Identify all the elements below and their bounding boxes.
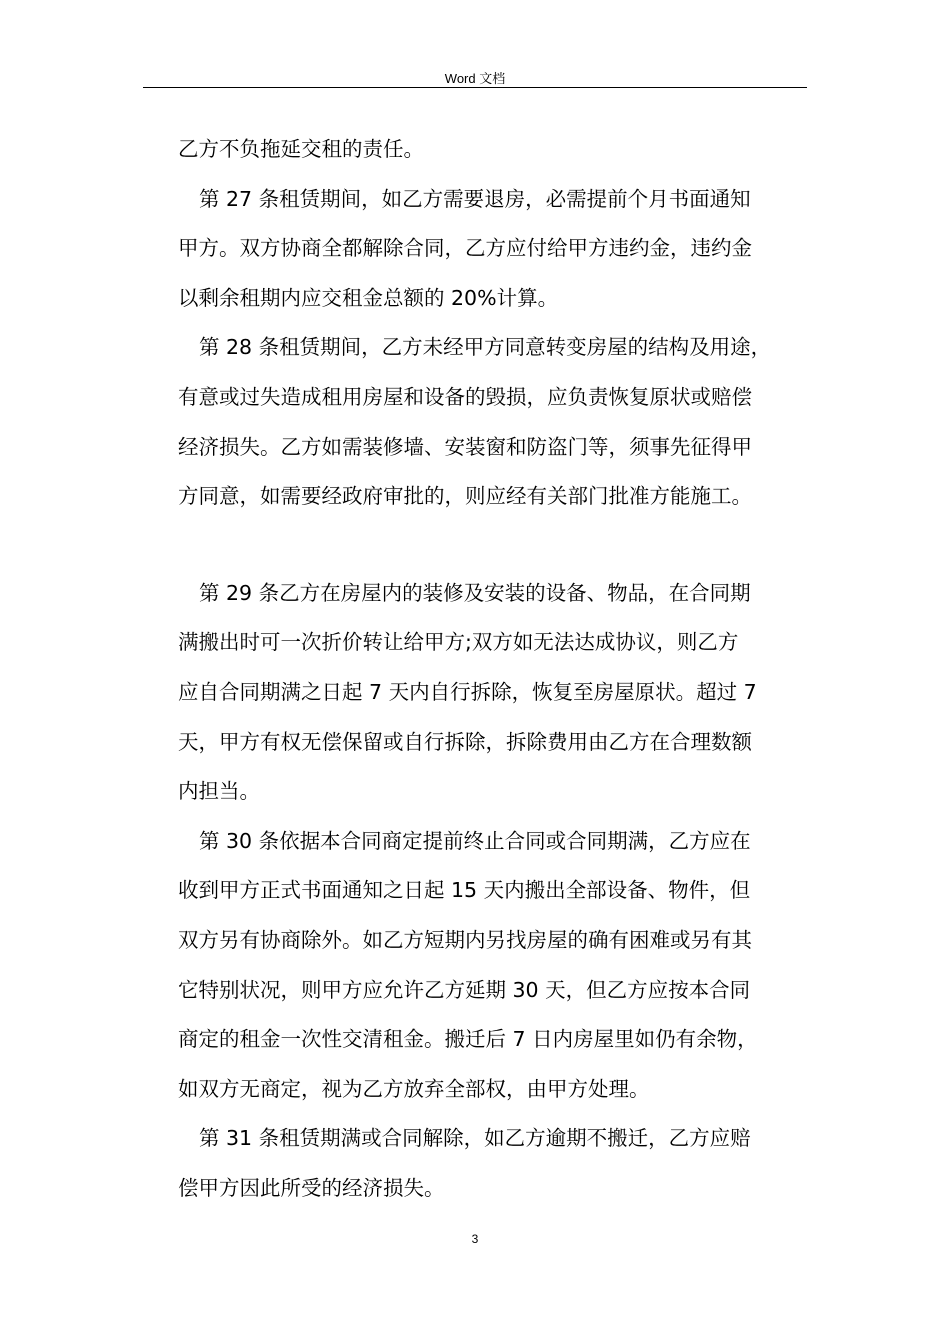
text-line: 第 27 条租赁期间，如乙方需要退房，必需提前个月书面通知 xyxy=(199,186,751,211)
text-line: 双方另有协商除外。如乙方短期内另找房屋的确有困难或另有其 xyxy=(178,927,752,952)
text-line: 有意或过失造成租用房屋和设备的毁损，应负责恢复原状或赔偿 xyxy=(178,384,752,409)
text-line: 天，甲方有权无偿保留或自行拆除，拆除费用由乙方在合理数额 xyxy=(178,729,752,754)
text-line: 内担当。 xyxy=(178,779,260,804)
text-line: 收到甲方正式书面通知之日起 15 天内搬出全部设备、物件，但 xyxy=(178,878,751,903)
text-line: 方同意，如需要经政府审批的，则应经有关部门批准方能施工。 xyxy=(178,484,752,509)
text-line: 商定的租金一次性交清租金。搬迁后 7 日内房屋里如仍有余物， xyxy=(178,1027,758,1052)
header-divider xyxy=(143,87,807,88)
text-line: 经济损失。乙方如需装修墙、安装窗和防盗门等，须事先征得甲 xyxy=(178,434,752,459)
document-body xyxy=(178,125,818,1213)
text-line: 以剩余租期内应交租金总额的 20%计算。 xyxy=(178,285,559,310)
text-line: 偿甲方因此所受的经济损失。 xyxy=(178,1175,445,1200)
text-line: 满搬出时可一次折价转让给甲方;双方如无法达成协议，则乙方 xyxy=(178,630,739,655)
text-line: 第 31 条租赁期满或合同解除，如乙方逾期不搬迁，乙方应赔 xyxy=(199,1126,751,1151)
paragraph-gap xyxy=(178,522,818,569)
text-line: 它特别状况，则甲方应允许乙方延期 30 天，但乙方应按本合同 xyxy=(178,977,751,1002)
text-line: 乙方不负拖延交租的责任。 xyxy=(178,137,424,161)
text-line: 第 28 条租赁期间，乙方未经甲方同意转变房屋的结构及用途， xyxy=(199,335,772,360)
text-line: 第 29 条乙方在房屋内的装修及安装的设备、物品，在合同期 xyxy=(199,580,751,605)
text-line: 如双方无商定，视为乙方放弃全部权，由甲方处理。 xyxy=(178,1076,650,1101)
text-line: 甲方。双方协商全都解除合同，乙方应付给甲方违约金，违约金 xyxy=(178,236,752,261)
header-title: Word 文档 xyxy=(444,71,506,86)
text-line: 第 30 条依据本合同商定提前终止合同或合同期满，乙方应在 xyxy=(199,828,751,853)
text-line: 应自合同期满之日起 7 天内自行拆除，恢复至房屋原状。超过 7 xyxy=(178,679,757,704)
page-number: 3 xyxy=(471,1232,479,1246)
